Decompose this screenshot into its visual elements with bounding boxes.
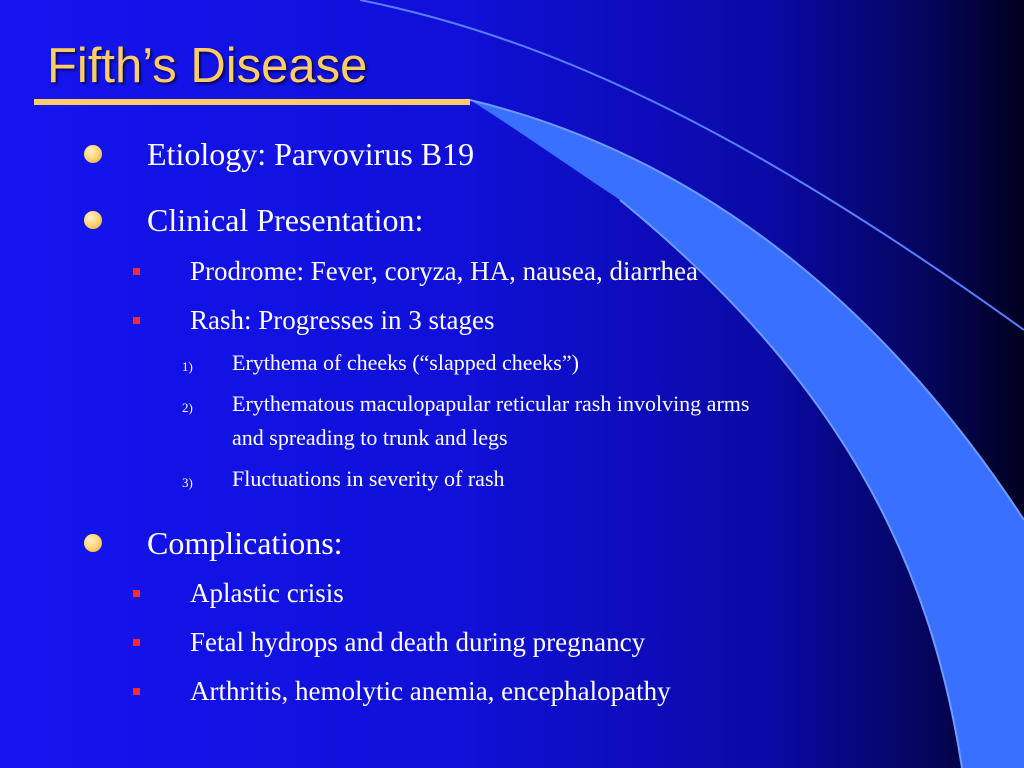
stage-1-text: Erythema of cheeks (“slapped cheeks”) [232,350,579,375]
stage-2-text-line-1: Erythematous maculopapular reticular rash involving arms [232,391,750,416]
square-bullet-icon [133,639,140,646]
square-bullet-icon [133,590,140,597]
square-bullet-icon [133,688,140,695]
bullet-clinical-presentation: Clinical Presentation: [147,202,424,238]
slide-title: Fifth’s Disease [47,39,368,93]
stage-2-text-line-2: and spreading to trunk and legs [232,425,508,450]
round-bullet-icon [84,534,102,552]
sub-bullet-fetal-hydrops: Fetal hydrops and death during pregnancy [190,627,646,657]
bullet-etiology: Etiology: Parvovirus B19 [147,136,475,172]
round-bullet-icon [84,145,102,163]
square-bullet-icon [133,317,140,324]
number-marker-2: 2) [182,400,193,415]
number-marker-3: 3) [182,475,193,490]
sub-bullet-prodrome: Prodrome: Fever, coryza, HA, nausea, diarrhea [190,256,698,286]
sub-bullet-arthritis: Arthritis, hemolytic anemia, encephalopathy [190,676,671,706]
number-marker-1: 1) [182,359,193,374]
square-bullet-icon [133,268,140,275]
sub-bullet-aplastic-crisis: Aplastic crisis [190,578,344,608]
round-bullet-icon [84,211,102,229]
stage-3-text: Fluctuations in severity of rash [232,466,505,491]
sub-bullet-rash: Rash: Progresses in 3 stages [190,305,495,335]
bullet-complications: Complications: [147,525,343,561]
